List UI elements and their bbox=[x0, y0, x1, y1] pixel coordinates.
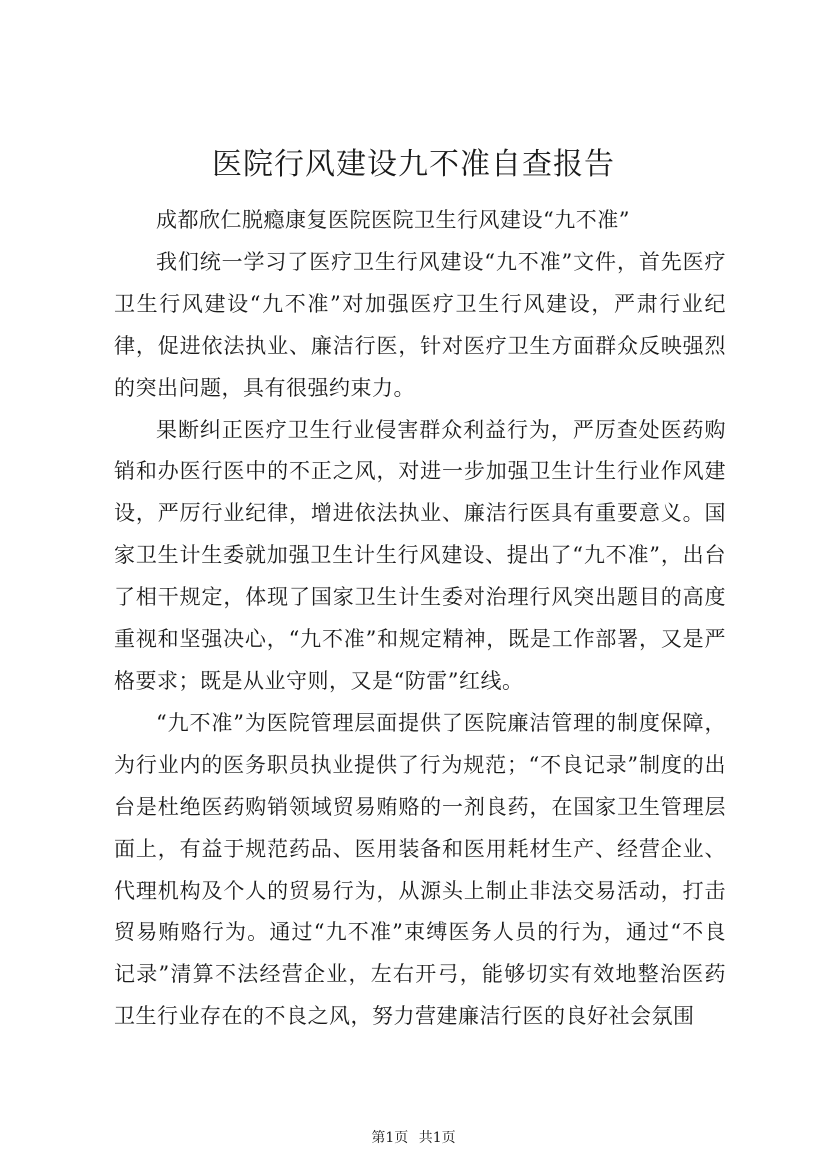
paragraph: 果断纠正医疗卫生行业侵害群众利益行为，严厉查处医药购销和办医行医中的不正之风，对进一步加强卫生计生行业作风建设，严厉行业纪律，增进依法执业、廉洁行医具有重要意义。国家卫生计生委就加强卫生计生行风建设、提出了“九不准”，出台了相干规定，体现了国家卫生计生委对治理行风突出题目的高度重视和坚强决心，“九不准”和规定精神，既是工作部署，又是严格要求；既是从业守则，又是“防雷”红线。 bbox=[114, 417, 726, 693]
paragraph: “九不准”为医院管理层面提供了医院廉洁管理的制度保障，为行业内的医务职员执业提供了行为规范；“不良记录”制度的出台是杜绝医药购销领域贸易贿赂的一剂良药，在国家卫生管理层面上，有益于规范药品、医用装备和医用耗材生产、经营企业、代理机构及个人的贸易行为，从源头上制止非法交易活动，打击贸易贿赂行为。通过“九不准”束缚医务人员的行为，通过“不良记录”清算不法经营企业，左右开弓，能够切实有效地整治医药卫生行业存在的不良之风，努力营建廉洁行医的良好社会氛围 bbox=[114, 710, 726, 1029]
page-footer bbox=[0, 1128, 827, 1148]
document-title: 医院行风建设九不准自查报告 bbox=[212, 147, 615, 182]
page-number: 第1页 bbox=[371, 1130, 409, 1146]
paragraph: 我们统一学习了医疗卫生行风建设“九不准”文件，首先医疗卫生行风建设“九不准”对加强医疗卫生行风建设，严肃行业纪律，促进依法执业、廉洁行医，针对医疗卫生方面群众反映强烈的突出问题，具有很强约束力。 bbox=[114, 249, 726, 400]
paragraph-heading-line: 成都欣仁脱瘾康复医院医院卫生行风建设“九不准” bbox=[156, 208, 630, 232]
document-body bbox=[114, 200, 726, 1038]
page-total: 共1页 bbox=[418, 1130, 456, 1146]
